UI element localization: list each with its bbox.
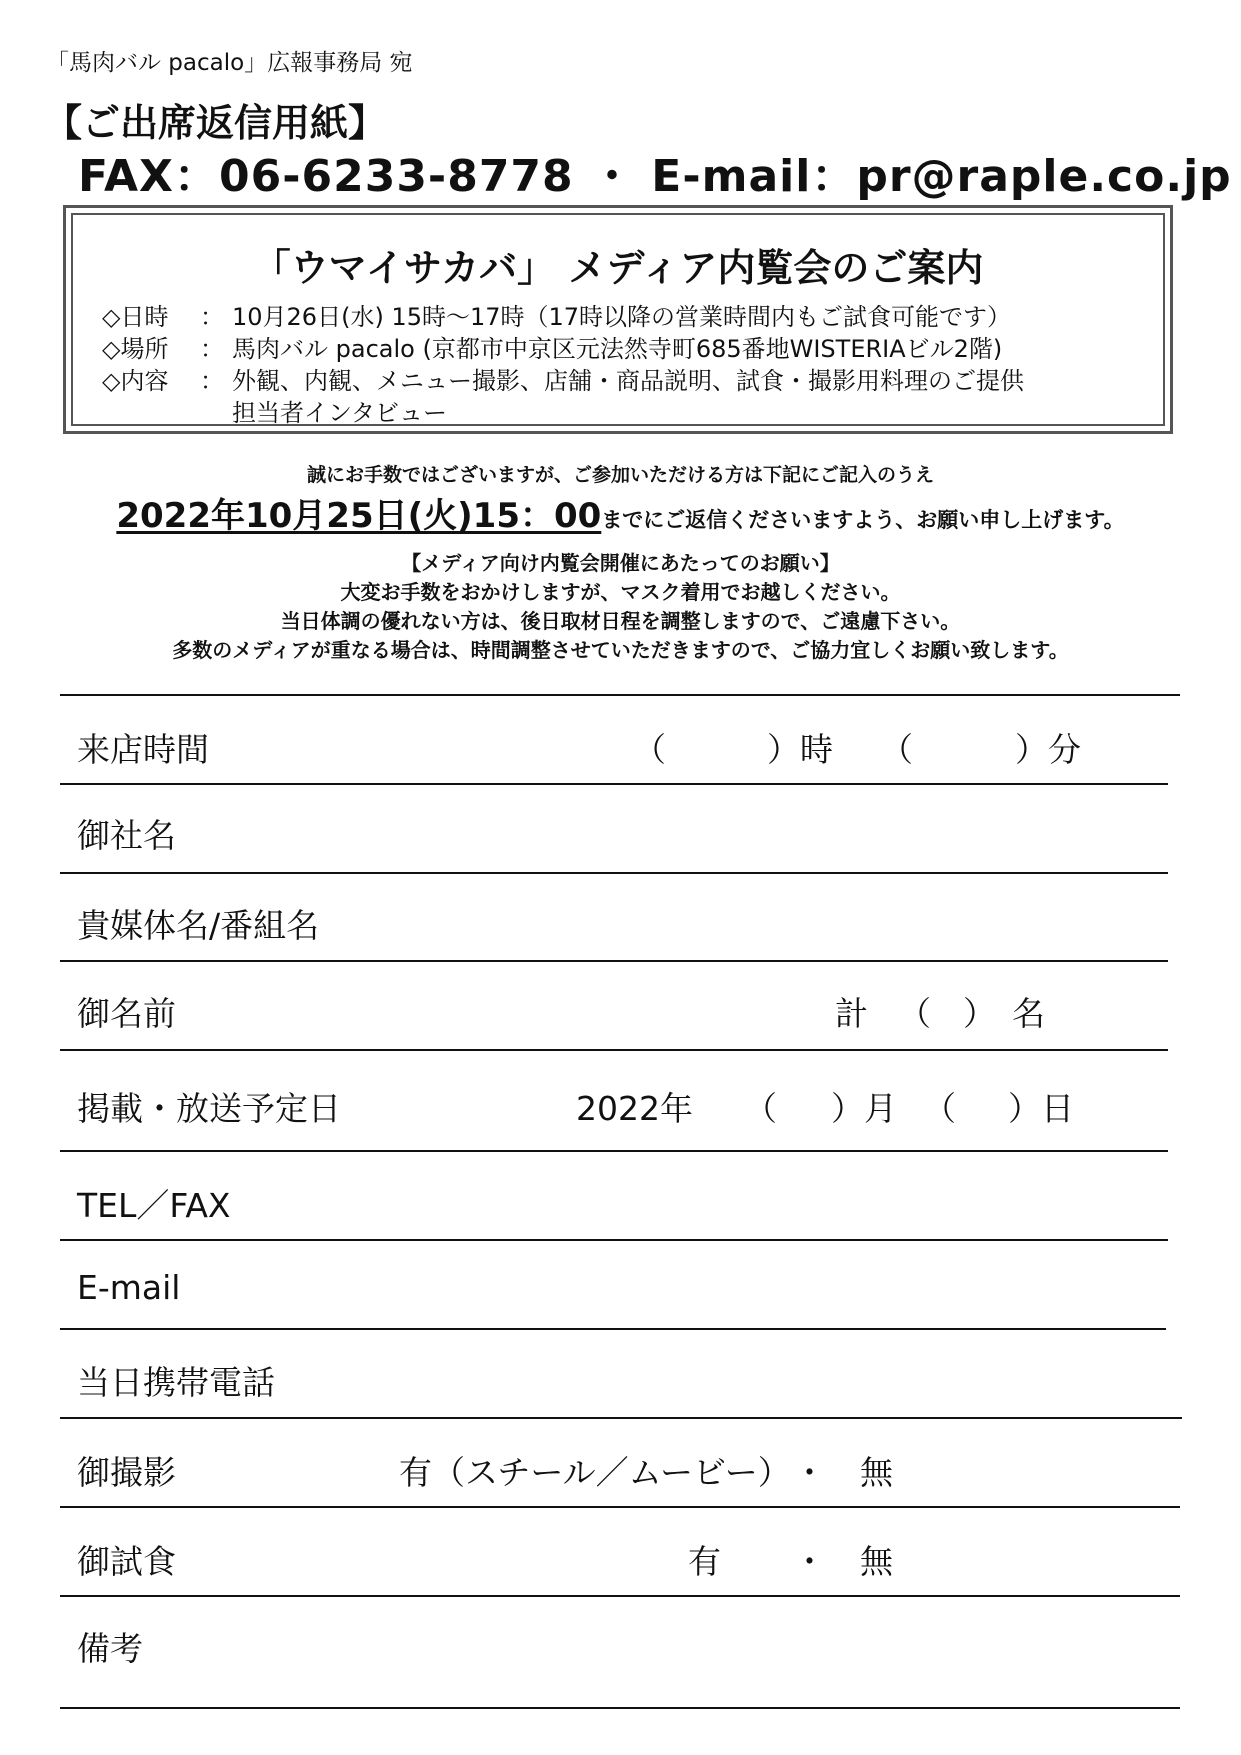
detail-label: ◇内容: [102, 367, 169, 395]
invite-row-date: [102, 297, 1011, 332]
publish-day-open: （: [923, 1089, 956, 1128]
detail-colon: ：: [200, 367, 224, 395]
deadline-suffix: までにご返信くださいますよう、お願い申し上げます。: [601, 508, 1125, 532]
detail-value: 10月26日(水) 15時～17時（17時以降の営業時間内もご試食可能です）: [232, 303, 1012, 331]
form-rule: [60, 694, 1180, 696]
publish-month-field[interactable]: ）月: [831, 1089, 897, 1128]
photo-separator: ・: [793, 1453, 826, 1492]
form-rule: [60, 872, 1168, 874]
visit-minute-field[interactable]: ）分: [1015, 730, 1081, 769]
name-count-unit: 名: [1012, 994, 1045, 1033]
form-rule: [60, 1595, 1180, 1597]
name-count-field[interactable]: ）: [963, 994, 996, 1033]
visit-minute-open: （: [880, 730, 913, 769]
form-rule: [60, 1239, 1168, 1241]
request-note: 誠にお手数ではございますが、ご参加いただける方は下記にご記入のうえ: [306, 464, 934, 486]
visit-time-label: 来店時間: [77, 730, 209, 769]
publish-date-label: 掲載・放送予定日: [77, 1089, 341, 1128]
form-rule: [60, 1328, 1166, 1330]
notice-line: 当日体調の優れない方は、後日取材日程を調整しますので、ご遠慮下さい。: [280, 609, 961, 633]
contact-line: FAX：06-6233-8778 ・ E-mail：pr@raple.co.jp: [78, 151, 1232, 202]
form-rule: [60, 783, 1168, 785]
invite-box: [63, 205, 1173, 434]
publish-day-field[interactable]: ）日: [1008, 1089, 1074, 1128]
photo-label: 御撮影: [77, 1453, 176, 1492]
tasting-yes-option[interactable]: 有: [688, 1542, 721, 1581]
company-label: 御社名: [77, 816, 176, 855]
tel-fax-label: TEL／FAX: [77, 1186, 231, 1225]
invite-title: 「ウマイサカバ」 メディア内覧会のご案内: [252, 246, 984, 290]
form-title: 【ご出席返信用紙】: [44, 101, 387, 145]
form-rule: [60, 960, 1168, 962]
tasting-no-option[interactable]: 無: [860, 1542, 893, 1581]
mobile-label: 当日携帯電話: [77, 1363, 275, 1402]
name-total-label: 計: [835, 994, 868, 1033]
form-rule: [60, 1506, 1180, 1508]
email-label: E-mail: [77, 1268, 181, 1307]
tasting-label: 御試食: [77, 1542, 176, 1581]
detail-colon: ：: [200, 335, 224, 363]
form-rule: [60, 1417, 1182, 1419]
detail-label: ◇場所: [102, 335, 169, 363]
name-count-open: （: [898, 994, 931, 1033]
visit-hour-open: （: [633, 730, 666, 769]
remarks-label: 備考: [77, 1629, 143, 1668]
detail-label: ◇日時: [102, 303, 169, 331]
publish-month-open: （: [744, 1089, 777, 1128]
detail-value: 馬肉バル pacalo (京都市中京区元法然寺町685番地WISTERIAビル2階): [232, 335, 1003, 363]
detail-value: 外観、内観、メニュー撮影、店舗・商品説明、試食・撮影用料理のご提供: [232, 367, 1024, 395]
notice-line: 大変お手数をおかけしますが、マスク着用でお越しください。: [340, 580, 901, 604]
tasting-separator: ・: [793, 1542, 826, 1581]
visit-hour-field[interactable]: ）時: [767, 730, 833, 769]
photo-no-option[interactable]: 無: [860, 1453, 893, 1492]
invite-row-place: [102, 329, 1002, 364]
form-rule: [60, 1150, 1168, 1152]
name-label: 御名前: [77, 994, 176, 1033]
detail-colon: ：: [200, 303, 224, 331]
invite-row-content-cont: 担当者インタビュー: [232, 399, 448, 427]
notice-title: 【メディア向け内覧会開催にあたってのお願い】: [401, 551, 840, 575]
notice-line: 多数のメディアが重なる場合は、時間調整させていただきますので、ご協力宜しくお願い致します。: [172, 638, 1069, 662]
form-rule: [60, 1707, 1180, 1709]
deadline-date: 2022年10月25日(火)15：00: [116, 496, 602, 536]
media-label: 貴媒体名/番組名: [77, 906, 320, 945]
photo-yes-option[interactable]: 有（スチール／ムービー）: [399, 1453, 791, 1492]
publish-year: 2022年: [576, 1089, 693, 1128]
deadline-line: [0, 488, 1241, 537]
form-rule: [60, 1049, 1168, 1051]
invite-row-content: [102, 361, 1024, 396]
addressee: 「馬肉バル pacalo」広報事務局 宛: [46, 50, 413, 76]
invite-box-inner: [71, 213, 1165, 426]
